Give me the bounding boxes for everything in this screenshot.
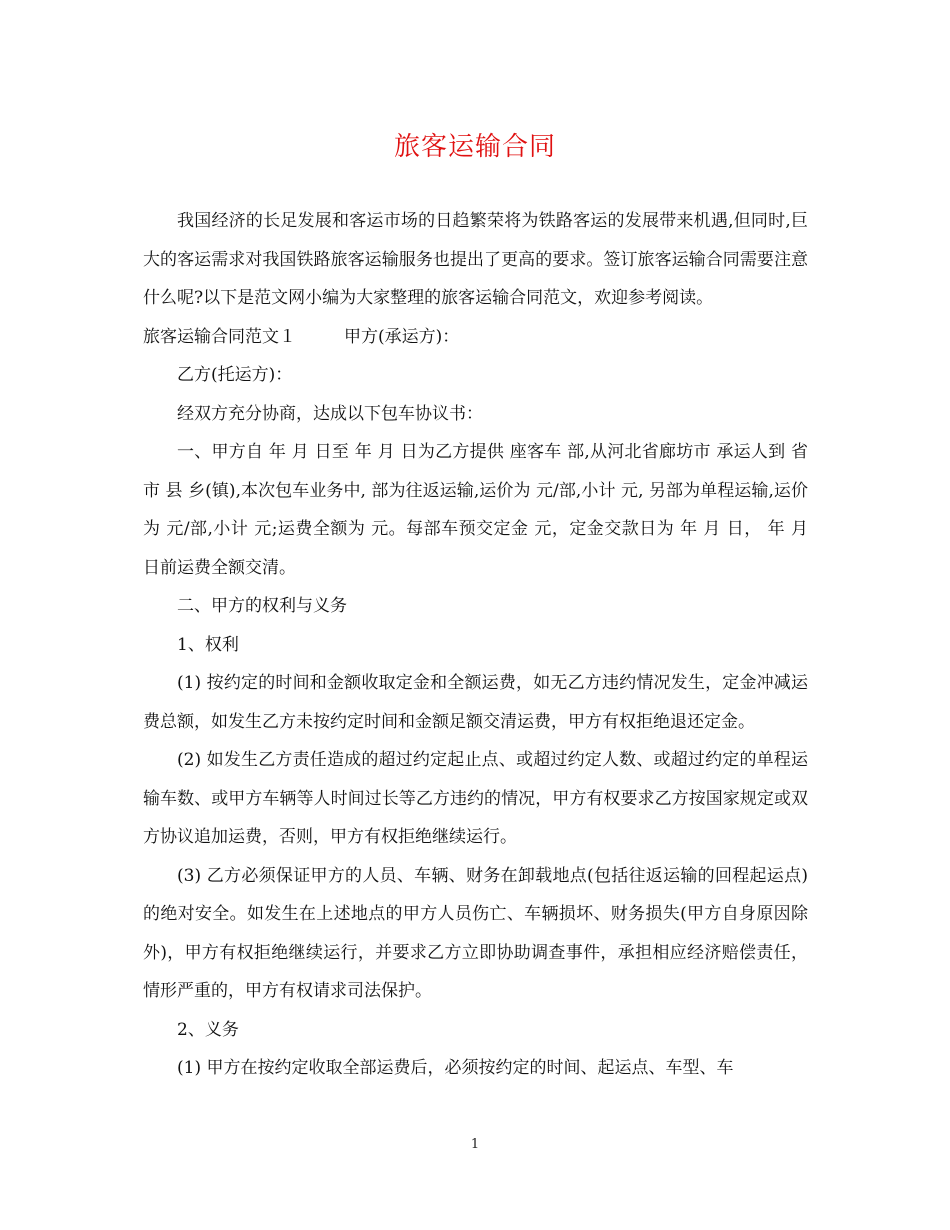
sample-heading: 旅客运输合同范文１ — [143, 326, 296, 347]
intro-paragraph: 我国经济的长足发展和客运市场的日趋繁荣将为铁路客运的发展带来机遇,但同时,巨大的客运需求对我国铁路旅客运输服务也提出了更高的要求。签订旅客运输合同需要注意什么呢?以下是范文网小编为大家整理的旅客运输合同范文，欢迎参考阅读。 — [143, 211, 808, 308]
party-a-label: 甲方(承运方)： — [344, 326, 460, 347]
right-1-paragraph: (1) 按约定的时间和金额收取定金和全额运费，如无乙方违约情况发生，定金冲减运费总额，如发生乙方未按约定时间和金额足额交清运费，甲方有权拒绝退还定金。 — [143, 673, 808, 732]
clause-2-heading: 二、甲方的权利与义务 — [177, 596, 347, 616]
right-3-paragraph: (3) 乙方必须保证甲方的人员、车辆、财务在卸载地点(包括往返运输的回程起运点)的绝对安全。如发生在上述地点的甲方人员伤亡、车辆损坏、财务损失(甲方自身原因除外)，甲方有权拒绝继续运行，并要求乙方立即协助调查事件，承担相应经济赔偿责任，情形严重的，甲方有权请求司法保护。 — [143, 865, 808, 1001]
clause-1-paragraph: 一、甲方自 年 月 日至 年 月 日为乙方提供 座客车 部,从河北省廊坊市 承运人到 省 市 县 乡(镇),本次包车业务中, 部为往返运输,运价为 元/部,小计 元, 另部为单程运输,运价为 元/部,小计 元;运费全额为 元。每部车预交定金 元，定金交款日为 年 月 日， 年 月 日前运费全额交清。 — [143, 442, 808, 578]
agreement-line: 经双方充分协商，达成以下包车协议书： — [177, 403, 483, 424]
sample-heading-line — [143, 318, 808, 357]
party-b-label: 乙方(托运方)： — [177, 365, 293, 385]
duties-heading: 2、义务 — [177, 1019, 239, 1040]
duty-1-paragraph: (1) 甲方在按约定收取全部运费后，必须按约定的时间、起运点、车型、车 — [177, 1058, 734, 1078]
rights-heading: 1、权利 — [177, 634, 239, 655]
page-number: 1 — [470, 1137, 480, 1152]
document-title: 旅客运输合同 — [393, 132, 556, 162]
document-body — [143, 202, 808, 1088]
right-2-paragraph: (2) 如发生乙方责任造成的超过约定起止点、或超过约定人数、或超过约定的单程运输车数、或甲方车辆等人时间过长等乙方违约的情况，甲方有权要求乙方按国家规定或双方协议追加运费，否则，甲方有权拒绝继续运行。 — [143, 750, 808, 847]
